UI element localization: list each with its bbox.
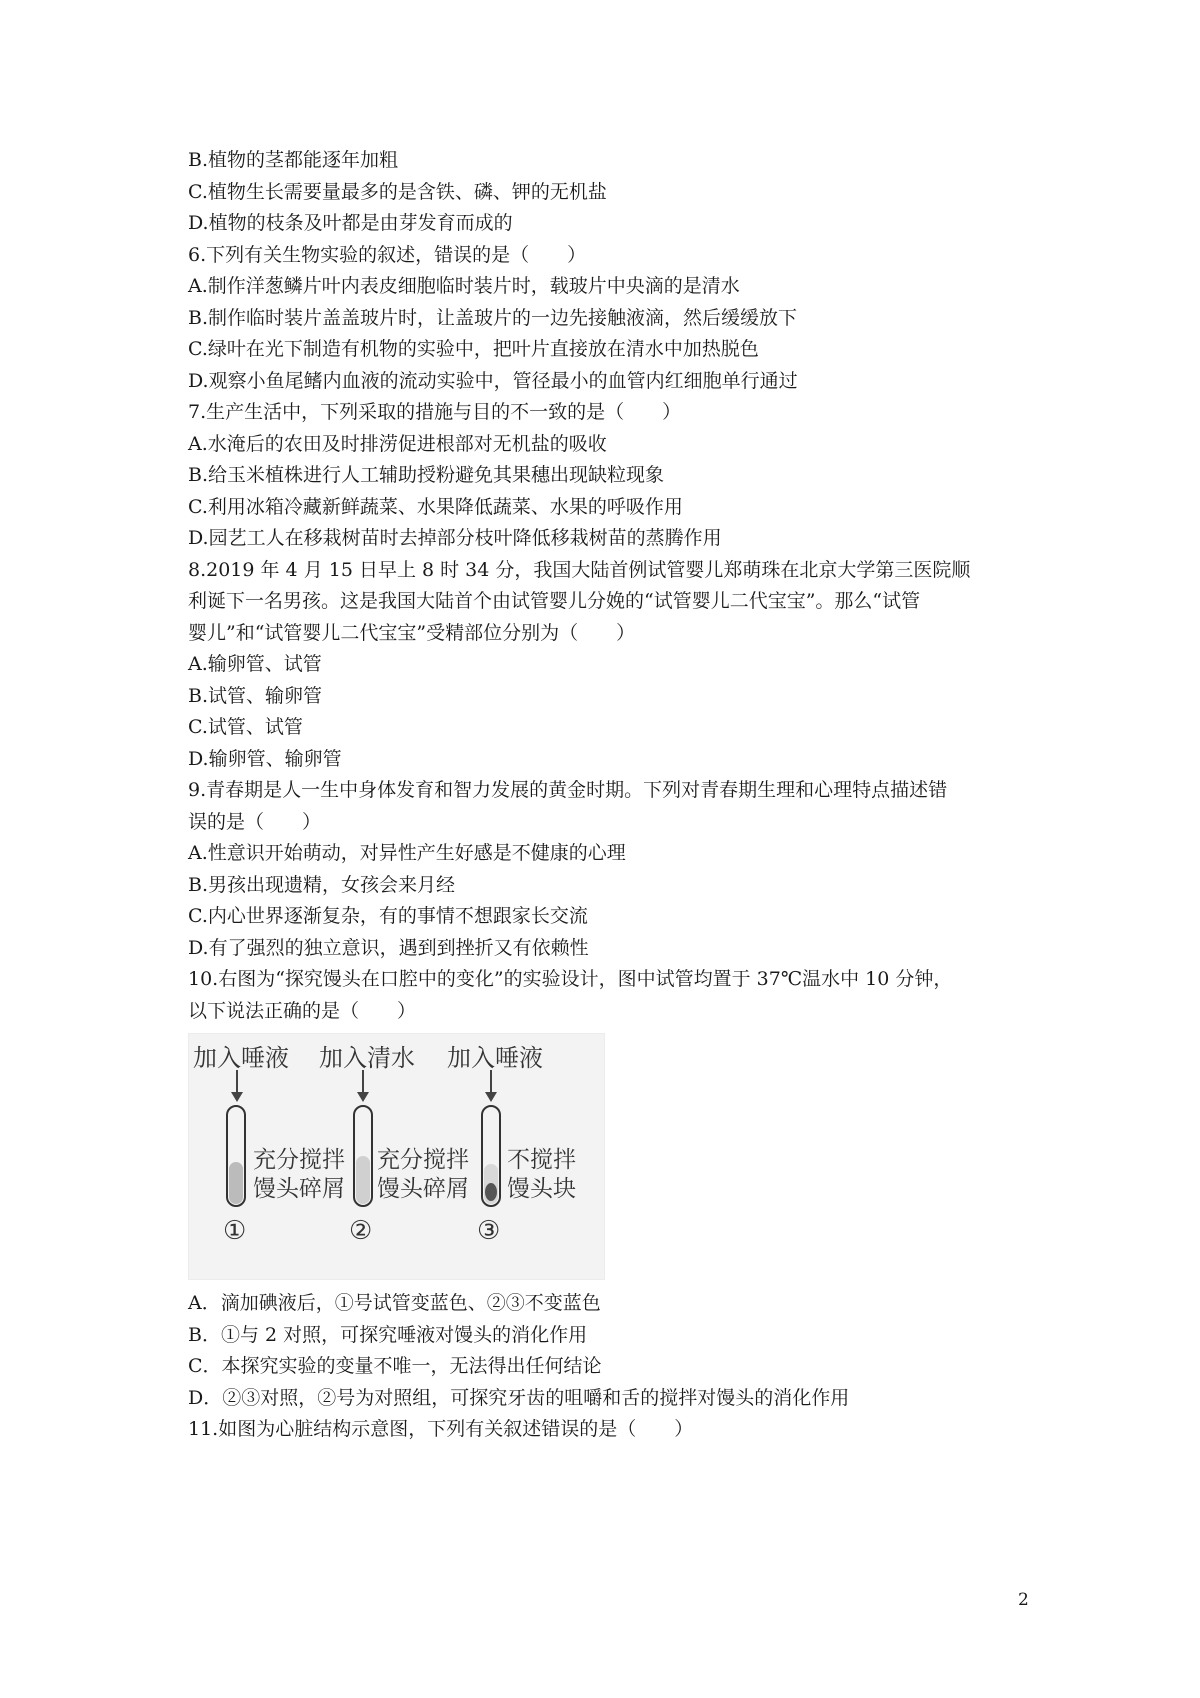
tube-1 bbox=[193, 1044, 345, 1246]
text-line: C.绿叶在光下制造有机物的实验中，把叶片直接放在清水中加热脱色 bbox=[188, 338, 759, 360]
test-tube-diagram bbox=[189, 1034, 604, 1279]
tube-3-top-label: 加入唾液 bbox=[447, 1044, 543, 1072]
tube-2-number: ② bbox=[349, 1216, 373, 1246]
tube-2-side-label-1: 充分搅拌 bbox=[377, 1147, 469, 1173]
tube-2-side-label-2: 馒头碎屑 bbox=[377, 1176, 469, 1202]
text-line: C.植物生长需要量最多的是含铁、磷、钾的无机盐 bbox=[188, 180, 607, 203]
text-line: C.利用冰箱冷藏新鲜蔬菜、水果降低蔬菜、水果的呼吸作用 bbox=[188, 495, 683, 518]
tube-3 bbox=[447, 1044, 576, 1246]
tube-2-top-label: 加入清水 bbox=[319, 1044, 415, 1072]
tube-3-side-label-2: 馒头块 bbox=[507, 1176, 576, 1202]
page-number: 2 bbox=[1018, 1590, 1029, 1610]
text-line: 婴儿”和“试管婴儿二代宝宝”受精部位分别为（ ） bbox=[188, 621, 636, 644]
text-line: A.性意识开始萌动，对异性产生好感是不健康的心理 bbox=[188, 842, 626, 864]
text-line: 以下说法正确的是（ ） bbox=[188, 999, 417, 1022]
tube-2 bbox=[319, 1044, 469, 1246]
text-line: D.观察小鱼尾鳍内血液的流动实验中，管径最小的血管内红细胞单行通过 bbox=[188, 369, 798, 392]
text-line: D.输卵管、输卵管 bbox=[188, 747, 342, 770]
text-line: A.输卵管、试管 bbox=[188, 653, 322, 675]
text-line: D．②③对照，②号为对照组，可探究牙齿的咀嚼和舌的搅拌对馒头的消化作用 bbox=[188, 1386, 850, 1409]
text-line: 8.2019 年 4 月 15 日早上 8 时 34 分，我国大陆首例试管婴儿郑萌珠在北京大学第三医院顺 bbox=[188, 558, 971, 581]
question-column bbox=[188, 145, 1028, 1446]
text-line: 7.生产生活中，下列采取的措施与目的不一致的是（ ） bbox=[188, 401, 682, 423]
text-line: B.植物的茎都能逐年加粗 bbox=[188, 149, 399, 171]
text-line: B.制作临时装片盖盖玻片时，让盖玻片的一边先接触液滴，然后缓缓放下 bbox=[188, 306, 798, 329]
test-tube-figure bbox=[188, 1033, 605, 1280]
tube-1-number: ① bbox=[223, 1216, 247, 1246]
text-line: 9.青春期是人一生中身体发育和智力发展的黄金时期。下列对青春期生理和心理特点描述错 bbox=[188, 779, 948, 801]
text-line: D.园艺工人在移栽树苗时去掉部分枝叶降低移栽树苗的蒸腾作用 bbox=[188, 527, 722, 549]
text-line: 利诞下一名男孩。这是我国大陆首个由试管婴儿分娩的“试管婴儿二代宝宝”。那么“试管 bbox=[188, 590, 921, 612]
tube-3-number: ③ bbox=[477, 1216, 501, 1246]
text-line: C.内心世界逐渐复杂，有的事情不想跟家长交流 bbox=[188, 905, 588, 927]
text-line: A．滴加碘液后，①号试管变蓝色、②③不变蓝色 bbox=[188, 1292, 601, 1314]
text-line: C.试管、试管 bbox=[188, 716, 303, 738]
text-line: B.试管、输卵管 bbox=[188, 684, 323, 707]
questions-upper bbox=[188, 145, 1028, 1027]
text-line: B．①与 2 对照，可探究唾液对馒头的消化作用 bbox=[188, 1323, 588, 1346]
text-line: D.有了强烈的独立意识，遇到到挫折又有依赖性 bbox=[188, 936, 589, 959]
tube-1-top-label: 加入唾液 bbox=[193, 1044, 289, 1072]
text-line: A.制作洋葱鳞片叶内表皮细胞临时装片时，载玻片中央滴的是清水 bbox=[188, 275, 740, 297]
text-line: A.水淹后的农田及时排涝促进根部对无机盐的吸收 bbox=[188, 432, 607, 455]
text-line: 6.下列有关生物实验的叙述，错误的是（ ） bbox=[188, 243, 587, 266]
text-line: 10.右图为“探究馒头在口腔中的变化”的实验设计，图中试管均置于 37℃温水中 10 分钟， bbox=[188, 968, 953, 990]
text-line: C．本探究实验的变量不唯一，无法得出任何结论 bbox=[188, 1355, 602, 1377]
text-line: D.植物的枝条及叶都是由芽发育而成的 bbox=[188, 212, 513, 234]
text-line: B.给玉米植株进行人工辅助授粉避免其果穗出现缺粒现象 bbox=[188, 464, 665, 486]
text-line: 11.如图为心脏结构示意图，下列有关叙述错误的是（ ） bbox=[188, 1418, 694, 1440]
tube-3-side-label-1: 不搅拌 bbox=[507, 1147, 576, 1173]
text-line: B.男孩出现遗精，女孩会来月经 bbox=[188, 873, 456, 896]
tube-1-side-label-1: 充分搅拌 bbox=[253, 1147, 345, 1173]
questions-lower bbox=[188, 1288, 1028, 1446]
text-line: 误的是（ ） bbox=[188, 810, 322, 833]
tube-1-side-label-2: 馒头碎屑 bbox=[253, 1176, 345, 1202]
